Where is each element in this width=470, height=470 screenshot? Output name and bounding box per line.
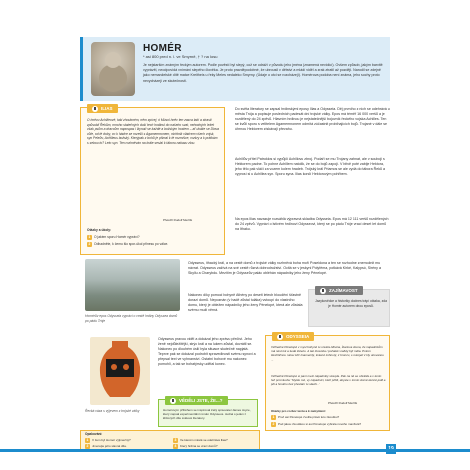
lightbulb-icon	[170, 398, 176, 404]
opakovani-q2: 2 Jmenujte jeho slavná díla.	[86, 444, 127, 448]
ilias-tag	[87, 104, 118, 113]
odysseia-intro: Na epos Ilias navazuje rozsáhlá výpravná skladba Odysseia. Epos má 12 111 veršů rozdělených do 24 zpěvů. Vypráví o lstivém hrdinovi Odysseovi, který se po pádu Tróje vrací deset let domů na Ithaku.	[235, 217, 389, 232]
ilias-questions-title: Otázky a úkoly:	[87, 228, 112, 232]
greek-vase-image	[90, 337, 150, 405]
vedeli-jste-box	[158, 399, 258, 427]
ilias-question-2: 2 Odhadněte, k čemu šlo spor-úkol přinesu po válce.	[88, 242, 169, 246]
opakovani-q4: 4 Který hrdina se vrací domů?	[174, 444, 218, 448]
odysseia-translator: Přeložil Rudolf Mertlík	[328, 401, 358, 405]
author-title: HOMÉR	[143, 43, 182, 54]
odysseia-quote-1: Vzhledné Pénelopě v mysl bohyně tu vnukla Athéna, Íkariova dcera, že nápadníkům má nést luk a šedé železo. A tak zkouška i počátek vraždy být měla. Potom šlechtičnou rukou klíč znamenitý, krásně zohnutý, z bronzu, s rukojetí z kly ukovanou ...	[271, 345, 384, 362]
ilias-description: Do světa literatury se zapsal hrdinskými eposy Ilias a Odysseia. Děj prvního z nich se odehrává u města Trója a popisuje posledních padesát dní trojské války. Epos má téměř 16 000 veršů a je rozdělený do 24 zpěvů. Hlavním hrdinou je nejstatečnější bojovník řeckého vojska Achilles. Ten se kvůli sporu s velitelem Agamemnonem odmítá zúčastnit probíhajících bojů. Trojané v dále se úhrnou Hektorem získávají převahu.	[235, 107, 390, 132]
odysseus-journey: Odysseus, ithacký král, a na cestě domů z trojské války rozhněvá boha moří Poseidona a ten se rozhodne znemožnit mu návrat. Odysseus zažívá na své cestě různá dobrodružství. Ocitá se v jeskyni Polyféma, potkává Kirké, Kalypsó, Sirény a Skyllu a Charybdu. Mezitím je Odysseův palác obléhán nápadníky jeho ženy Pénelopé.	[188, 261, 381, 276]
ilias-tag-label: ILIAS	[101, 106, 113, 111]
zajimavost-box	[308, 289, 390, 327]
odysseia-question-2: 2 Pod jakou zkouškou si asi Pénelopé vybrala nového manžela?	[272, 422, 362, 426]
ilias-box	[80, 107, 225, 255]
author-dates: * asi 800 pred n. l. ve Smyrně, † ? na Iosu	[143, 54, 218, 59]
zajimavost-tag: ZAJÍMAVOST	[315, 286, 363, 295]
homer-bust-image	[91, 42, 135, 96]
odysseia-quote-2: Vzhledně Pénelopé si paní mezi nápadníky stoupla. Pak na ně se obrátila a v tento řeč promluvila: 'Slyšte mě, vy nápadníci, kteří přišli, abyste v tomto domě denně jedli a pili a hostinu bez přestání tu slavili...'	[271, 374, 386, 387]
author-bio: Je nejstarším známým řeckým autorem. Podle pověstí byl slepý, což se odráží v původu jeho jména (znamená nevidící). Ovšem způsob, jakým barvitě vyprávěl, neodpovídá vnímání slepého člověka. Je proto pravděpodobné, že ubrousil v dětství a mládí viděl a zrak ztratil až později. Narodil se zdejně jako nemanželské dítě matce Kreitheis u řeky Meles nedaleko Smyrny. (Údaje o otci se rozcházejí). Homérova podoba není známa, jeho sochy proto nevycházejí ze skutečnosti.	[143, 63, 383, 83]
opakovani-q1: 1 V čem byl Homér výjimečný?	[86, 438, 131, 442]
odysseus-ending: Odysseus pravou viděl a dokázal jeho zprávu přečíst. Jeho ženě nejdůležitější, strýc král a na lukem zůstal, dovrátil se. Nakonec po dlouhém úsilí byla situace skutečně napjatá. Teprve pak se dokázal podrobit spravedlnosti svému synovi a přepsal text ve vyhnanství. Ostatní bohové mu nakonec pomohli, a tak se bohatýrsky udělal konec.	[158, 337, 256, 367]
odysseia-tag: ODYSSEIA	[272, 332, 314, 341]
footer-line	[0, 449, 470, 452]
opakovani-q3: 3 Ve kterém městě se odehrává Ilias?	[174, 438, 228, 442]
book-icon	[277, 334, 283, 340]
ilias-plot: Achillův přítel Patroklos si vypůjčí Achillovu zbroj. Podaří se mu Trojany zahnat, ale v souboji s Hektorem padne. To pohne Achillem natolik, že se do bojů zapojí. V bitvě poté zabije Hektora, jeho tělo pak vláčí za vozem kolem hradeb. Trójský král Priamos se ale vydá do tábora Řeků a vyprosí si u Achillea syn. Sporu syna. Ilias končí Hektorovým pohřbem.	[235, 157, 386, 177]
author-header	[80, 37, 390, 101]
ilias-question-1: 1 O jakém sporu Homér vypráví?	[88, 235, 140, 239]
vase-caption: Řecká váza s výjevem z trojské války	[85, 409, 140, 413]
odysseia-question-1: 1 Proč asi Pénelopé zvolila právě tuto zkoušku?	[272, 415, 340, 419]
ship-image	[85, 259, 180, 311]
vedeli-jste-text: Homérovým příběhem se inspiroval irský spisovatel James Joyce, který napsal experimentální román Odysseus. Jedná o jeden z klíčových díle světové literatury.	[163, 408, 251, 421]
odysseia-box	[265, 335, 390, 431]
vase-icon	[90, 337, 150, 405]
odysseus-return: Nakonec díky pomoci bohyně Athény po deseti letech bloudění šťastně dorazí domů. Nepoznán (v hadě zůstal tuláka) vstoupí do vlastního domu, který je obležen nápadníky jeho ženy Pénelopé, která ale zůstala svému muži věrná.	[188, 293, 303, 313]
textbook-page	[80, 37, 390, 448]
star-icon	[320, 288, 326, 294]
ilias-translator: Přeložil Rudolf Mertlík	[163, 218, 193, 222]
vedeli-jste-tag: VĚDĚLI JSTE, ŽE...?	[165, 396, 228, 405]
book-icon	[92, 106, 98, 112]
bust-icon	[105, 52, 121, 68]
ship-caption: Homérův epos Odysseia vypráví o cestě hrdiny Odyssea domů po pádu Tróje	[85, 314, 178, 323]
odysseia-questions-title: Otázky pro rozbor textu a k zamyšlení:	[271, 409, 326, 413]
zajimavost-text: Jazykovědce a historiky dodnes trápí otázka, zda je Homér autorem obou eposů.	[315, 299, 387, 308]
opakovani-title: Opakování:	[85, 432, 103, 436]
ilias-quote: O hněvu Achilleově, taki zhoubném, něm zpívej, ó Músol hněv ten zasca takí a strasti způsobil Řekům, mnoho statečných duší tech hodinul do našeho svat, nehodných ležet však psům a dravcům napospas i lkynutí se každé a božským hostem – ať ukáže se Diova vůle, od té doby, co k hádce se rozešli s Agamemnonem, nichtnik vládcem všech vojsk, syn Peleův, Achilleus božský. Kterýpak z bohů je přimal k té rozmíšce, rozkry a k prátkám s sebou to? Leto syn. Ten rozhněván na krále seslal k táboru nakazu zlou.	[87, 118, 220, 145]
